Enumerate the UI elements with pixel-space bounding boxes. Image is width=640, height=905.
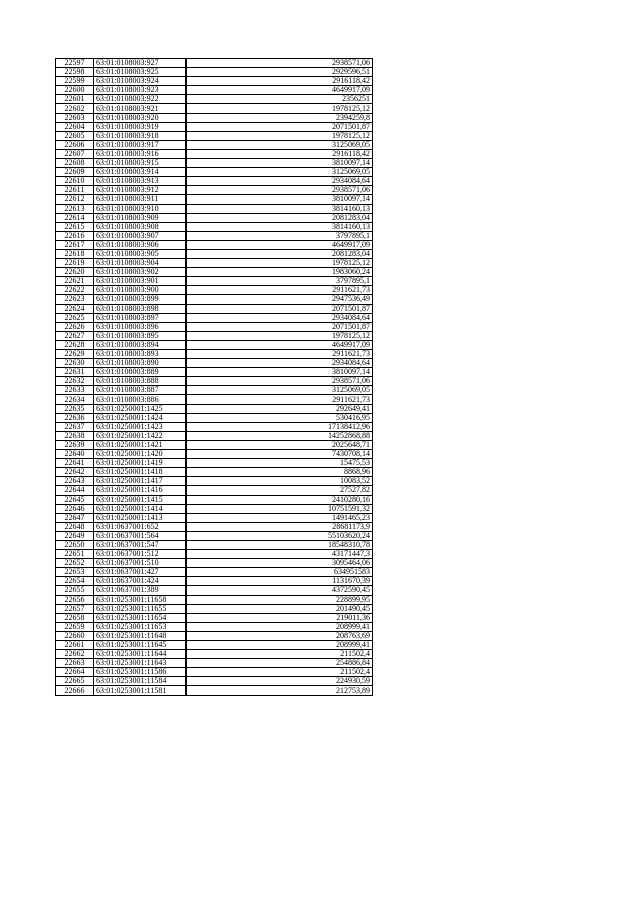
table-row (56, 477, 373, 486)
table-row (56, 322, 373, 331)
table-row (56, 468, 373, 477)
cadastral-number-cell: 63:01:0108003:896 (94, 322, 187, 331)
table-row (56, 131, 373, 140)
cadastral-value-cell: 201490,45 (186, 604, 373, 613)
table-row (56, 204, 373, 213)
cadastral-number-cell: 63:01:0108003:907 (94, 231, 187, 240)
cadastral-number-cell: 63:01:0637001:424 (94, 577, 187, 586)
cadastral-value-cell: 1978125,12 (186, 259, 373, 268)
cadastral-value-cell: 8868,96 (186, 468, 373, 477)
cadastral-number-cell: 63:01:0253001:11581 (94, 686, 187, 695)
cadastral-number-cell: 63:01:0108003:913 (94, 177, 187, 186)
row-number-cell: 22623 (56, 295, 94, 304)
cadastral-number-cell: 63:01:0253001:11643 (94, 659, 187, 668)
cadastral-value-cell: 2934084,64 (186, 313, 373, 322)
cadastral-value-cell: 14252868,88 (186, 431, 373, 440)
table-row (56, 86, 373, 95)
cadastral-value-table (55, 58, 373, 696)
cadastral-value-cell: 2934084,64 (186, 177, 373, 186)
cadastral-number-cell: 63:01:0253001:11653 (94, 622, 187, 631)
row-number-cell: 22613 (56, 204, 94, 213)
cadastral-number-cell: 63:01:0253001:11654 (94, 613, 187, 622)
table-row (56, 222, 373, 231)
row-number-cell: 22598 (56, 68, 94, 77)
cadastral-value-cell: 530416,95 (186, 413, 373, 422)
table-row (56, 413, 373, 422)
cadastral-number-cell: 63:01:0253001:11658 (94, 595, 187, 604)
table-row (56, 149, 373, 158)
row-number-cell: 22612 (56, 195, 94, 204)
cadastral-number-cell: 63:01:0250001:1416 (94, 486, 187, 495)
cadastral-number-cell: 63:01:0253001:11645 (94, 641, 187, 650)
table-row (56, 59, 373, 68)
cadastral-value-cell: 2938571,06 (186, 377, 373, 386)
row-number-cell: 22614 (56, 213, 94, 222)
cadastral-number-cell: 63:01:0108003:894 (94, 340, 187, 349)
cadastral-value-cell: 3810097,14 (186, 159, 373, 168)
row-number-cell: 22635 (56, 404, 94, 413)
row-number-cell: 22653 (56, 568, 94, 577)
cadastral-value-cell: 292649,41 (186, 404, 373, 413)
table-row (56, 577, 373, 586)
row-number-cell: 22618 (56, 249, 94, 258)
cadastral-value-cell: 1978125,12 (186, 104, 373, 113)
cadastral-number-cell: 63:01:0108003:927 (94, 59, 187, 68)
table-row (56, 195, 373, 204)
cadastral-value-cell: 27527,82 (186, 486, 373, 495)
cadastral-number-cell: 63:01:0250001:1424 (94, 413, 187, 422)
cadastral-number-cell: 63:01:0637001:652 (94, 522, 187, 531)
cadastral-number-cell: 63:01:0250001:1415 (94, 495, 187, 504)
cadastral-value-cell: 2938571,06 (186, 59, 373, 68)
cadastral-value-cell: 3125069,05 (186, 168, 373, 177)
cadastral-number-cell: 63:01:0250001:1425 (94, 404, 187, 413)
table-row (56, 304, 373, 313)
table-row (56, 168, 373, 177)
row-number-cell: 22642 (56, 468, 94, 477)
cadastral-number-cell: 63:01:0108003:901 (94, 277, 187, 286)
table-row (56, 504, 373, 513)
cadastral-number-cell: 63:01:0250001:1418 (94, 468, 187, 477)
table-row (56, 522, 373, 531)
table-row (56, 268, 373, 277)
cadastral-number-cell: 63:01:0108003:921 (94, 104, 187, 113)
cadastral-value-cell: 4649917,09 (186, 240, 373, 249)
table-row (56, 295, 373, 304)
cadastral-number-cell: 63:01:0108003:905 (94, 249, 187, 258)
table-row (56, 404, 373, 413)
row-number-cell: 22634 (56, 395, 94, 404)
cadastral-value-cell: 10751591,32 (186, 504, 373, 513)
cadastral-number-cell: 63:01:0250001:1414 (94, 504, 187, 513)
cadastral-value-cell: 2071501,87 (186, 322, 373, 331)
row-number-cell: 22607 (56, 149, 94, 158)
table-row (56, 568, 373, 577)
cadastral-value-cell: 208763,69 (186, 631, 373, 640)
row-number-cell: 22606 (56, 140, 94, 149)
table-row (56, 277, 373, 286)
row-number-cell: 22630 (56, 359, 94, 368)
cadastral-number-cell: 63:01:0108003:889 (94, 368, 187, 377)
cadastral-value-cell: 2071501,87 (186, 304, 373, 313)
table-row (56, 350, 373, 359)
row-number-cell: 22659 (56, 622, 94, 631)
row-number-cell: 22597 (56, 59, 94, 68)
table-row (56, 104, 373, 113)
cadastral-value-cell: 2911621,73 (186, 350, 373, 359)
cadastral-number-cell: 63:01:0108003:922 (94, 95, 187, 104)
cadastral-number-cell: 63:01:0253001:11584 (94, 677, 187, 686)
cadastral-number-cell: 63:01:0253001:11655 (94, 604, 187, 613)
cadastral-number-cell: 63:01:0108003:897 (94, 313, 187, 322)
cadastral-number-cell: 63:01:0108003:893 (94, 350, 187, 359)
cadastral-number-cell: 63:01:0253001:11644 (94, 650, 187, 659)
cadastral-value-cell: 2938571,06 (186, 186, 373, 195)
cadastral-value-cell: 3797895,1 (186, 231, 373, 240)
table-row (56, 531, 373, 540)
cadastral-value-cell: 254886,84 (186, 659, 373, 668)
row-number-cell: 22638 (56, 431, 94, 440)
row-number-cell: 22628 (56, 340, 94, 349)
cadastral-value-cell: 208999,41 (186, 622, 373, 631)
row-number-cell: 22639 (56, 440, 94, 449)
row-number-cell: 22605 (56, 131, 94, 140)
cadastral-value-cell: 212753,89 (186, 686, 373, 695)
cadastral-value-cell: 2911621,73 (186, 395, 373, 404)
row-number-cell: 22608 (56, 159, 94, 168)
table-row (56, 259, 373, 268)
cadastral-value-cell: 634951583 (186, 568, 373, 577)
cadastral-value-cell: 3095464,06 (186, 559, 373, 568)
row-number-cell: 22640 (56, 450, 94, 459)
cadastral-value-cell: 3810097,14 (186, 368, 373, 377)
row-number-cell: 22637 (56, 422, 94, 431)
row-number-cell: 22662 (56, 650, 94, 659)
row-number-cell: 22626 (56, 322, 94, 331)
row-number-cell: 22625 (56, 313, 94, 322)
cadastral-number-cell: 63:01:0108003:887 (94, 386, 187, 395)
table-row (56, 613, 373, 622)
cadastral-number-cell: 63:01:0637001:510 (94, 559, 187, 568)
row-number-cell: 22650 (56, 540, 94, 549)
cadastral-value-cell: 43171447,3 (186, 550, 373, 559)
row-number-cell: 22610 (56, 177, 94, 186)
table-row (56, 459, 373, 468)
cadastral-value-cell: 10083,52 (186, 477, 373, 486)
table-row (56, 177, 373, 186)
row-number-cell: 22666 (56, 686, 94, 695)
cadastral-number-cell: 63:01:0108003:886 (94, 395, 187, 404)
cadastral-value-cell: 3125069,05 (186, 386, 373, 395)
table-row (56, 450, 373, 459)
table-row (56, 231, 373, 240)
cadastral-value-cell: 2025648,71 (186, 440, 373, 449)
cadastral-number-cell: 63:01:0108003:906 (94, 240, 187, 249)
table-row (56, 368, 373, 377)
table-row (56, 668, 373, 677)
row-number-cell: 22648 (56, 522, 94, 531)
table-row (56, 140, 373, 149)
table-row (56, 95, 373, 104)
cadastral-value-cell: 2071501,87 (186, 122, 373, 131)
cadastral-value-cell: 211502,4 (186, 668, 373, 677)
table-row (56, 586, 373, 595)
cadastral-number-cell: 63:01:0108003:902 (94, 268, 187, 277)
row-number-cell: 22617 (56, 240, 94, 249)
cadastral-number-cell: 63:01:0637001:389 (94, 586, 187, 595)
table-body (56, 59, 373, 696)
row-number-cell: 22658 (56, 613, 94, 622)
cadastral-number-cell: 63:01:0108003:920 (94, 113, 187, 122)
cadastral-number-cell: 63:01:0108003:914 (94, 168, 187, 177)
row-number-cell: 22604 (56, 122, 94, 131)
row-number-cell: 22664 (56, 668, 94, 677)
row-number-cell: 22652 (56, 559, 94, 568)
row-number-cell: 22601 (56, 95, 94, 104)
cadastral-number-cell: 63:01:0108003:916 (94, 149, 187, 158)
cadastral-number-cell: 63:01:0250001:1417 (94, 477, 187, 486)
table-row (56, 513, 373, 522)
row-number-cell: 22620 (56, 268, 94, 277)
table-row (56, 686, 373, 695)
row-number-cell: 22663 (56, 659, 94, 668)
row-number-cell: 22600 (56, 86, 94, 95)
table-row (56, 650, 373, 659)
cadastral-value-cell: 208999,41 (186, 641, 373, 650)
cadastral-number-cell: 63:01:0637001:512 (94, 550, 187, 559)
row-number-cell: 22660 (56, 631, 94, 640)
row-number-cell: 22641 (56, 459, 94, 468)
cadastral-number-cell: 63:01:0108003:912 (94, 186, 187, 195)
table-row (56, 559, 373, 568)
cadastral-value-cell: 2081283,04 (186, 249, 373, 258)
row-number-cell: 22603 (56, 113, 94, 122)
cadastral-value-cell: 2916118,42 (186, 149, 373, 158)
row-number-cell: 22632 (56, 377, 94, 386)
table-row (56, 340, 373, 349)
table-row (56, 377, 373, 386)
row-number-cell: 22611 (56, 186, 94, 195)
cadastral-number-cell: 63:01:0108003:888 (94, 377, 187, 386)
table-row (56, 540, 373, 549)
cadastral-number-cell: 63:01:0250001:1413 (94, 513, 187, 522)
row-number-cell: 22629 (56, 350, 94, 359)
table-row (56, 122, 373, 131)
table-row (56, 240, 373, 249)
table-row (56, 386, 373, 395)
cadastral-value-cell: 1491465,23 (186, 513, 373, 522)
table-row (56, 440, 373, 449)
cadastral-number-cell: 63:01:0108003:911 (94, 195, 187, 204)
row-number-cell: 22621 (56, 277, 94, 286)
cadastral-value-cell: 2410280,16 (186, 495, 373, 504)
table-row (56, 422, 373, 431)
row-number-cell: 22643 (56, 477, 94, 486)
table-row (56, 186, 373, 195)
cadastral-number-cell: 63:01:0108003:909 (94, 213, 187, 222)
cadastral-value-cell: 219011,36 (186, 613, 373, 622)
cadastral-number-cell: 63:01:0108003:910 (94, 204, 187, 213)
cadastral-number-cell: 63:01:0250001:1421 (94, 440, 187, 449)
cadastral-number-cell: 63:01:0108003:890 (94, 359, 187, 368)
cadastral-number-cell: 63:01:0250001:1419 (94, 459, 187, 468)
cadastral-value-cell: 2934084,64 (186, 359, 373, 368)
row-number-cell: 22656 (56, 595, 94, 604)
row-number-cell: 22631 (56, 368, 94, 377)
cadastral-value-cell: 7430708,14 (186, 450, 373, 459)
table-row (56, 395, 373, 404)
cadastral-number-cell: 63:01:0108003:925 (94, 68, 187, 77)
cadastral-value-cell: 2929596,51 (186, 68, 373, 77)
cadastral-value-cell: 1983060,24 (186, 268, 373, 277)
cadastral-number-cell: 63:01:0108003:908 (94, 222, 187, 231)
cadastral-number-cell: 63:01:0108003:915 (94, 159, 187, 168)
cadastral-number-cell: 63:01:0250001:1422 (94, 431, 187, 440)
table-row (56, 595, 373, 604)
cadastral-number-cell: 63:01:0250001:1420 (94, 450, 187, 459)
cadastral-value-cell: 17138412,96 (186, 422, 373, 431)
table-row (56, 286, 373, 295)
table-row (56, 249, 373, 258)
cadastral-number-cell: 63:01:0108003:924 (94, 77, 187, 86)
row-number-cell: 22636 (56, 413, 94, 422)
table-row (56, 159, 373, 168)
cadastral-value-cell: 2911621,73 (186, 286, 373, 295)
cadastral-value-cell: 228899,95 (186, 595, 373, 604)
cadastral-value-cell: 3797895,1 (186, 277, 373, 286)
cadastral-value-cell: 224930,59 (186, 677, 373, 686)
cadastral-number-cell: 63:01:0108003:918 (94, 131, 187, 140)
cadastral-value-cell: 4372590,45 (186, 586, 373, 595)
table-row (56, 68, 373, 77)
table-row (56, 604, 373, 613)
cadastral-number-cell: 63:01:0637001:564 (94, 531, 187, 540)
cadastral-value-cell: 18548310,78 (186, 540, 373, 549)
cadastral-value-cell: 211502,4 (186, 650, 373, 659)
table-row (56, 359, 373, 368)
cadastral-value-cell: 2356251 (186, 95, 373, 104)
cadastral-number-cell: 63:01:0250001:1423 (94, 422, 187, 431)
table-row (56, 495, 373, 504)
row-number-cell: 22602 (56, 104, 94, 113)
row-number-cell: 22644 (56, 486, 94, 495)
row-number-cell: 22616 (56, 231, 94, 240)
row-number-cell: 22622 (56, 286, 94, 295)
cadastral-number-cell: 63:01:0108003:923 (94, 86, 187, 95)
cadastral-number-cell: 63:01:0108003:899 (94, 295, 187, 304)
row-number-cell: 22646 (56, 504, 94, 513)
table-row (56, 622, 373, 631)
row-number-cell: 22647 (56, 513, 94, 522)
table-row (56, 113, 373, 122)
table-row (56, 77, 373, 86)
cadastral-number-cell: 63:01:0637001:427 (94, 568, 187, 577)
table-row (56, 431, 373, 440)
cadastral-number-cell: 63:01:0108003:904 (94, 259, 187, 268)
cadastral-number-cell: 63:01:0108003:919 (94, 122, 187, 131)
cadastral-number-cell: 63:01:0253001:11586 (94, 668, 187, 677)
table-row (56, 486, 373, 495)
cadastral-value-cell: 3814160,13 (186, 204, 373, 213)
cadastral-value-cell: 3810097,14 (186, 195, 373, 204)
table-row (56, 550, 373, 559)
cadastral-number-cell: 63:01:0108003:900 (94, 286, 187, 295)
table-row (56, 631, 373, 640)
row-number-cell: 22615 (56, 222, 94, 231)
cadastral-value-cell: 2394259,8 (186, 113, 373, 122)
table-row (56, 677, 373, 686)
cadastral-number-cell: 63:01:0637001:547 (94, 540, 187, 549)
row-number-cell: 22654 (56, 577, 94, 586)
cadastral-number-cell: 63:01:0108003:917 (94, 140, 187, 149)
cadastral-value-cell: 2916118,42 (186, 77, 373, 86)
row-number-cell: 22665 (56, 677, 94, 686)
row-number-cell: 22649 (56, 531, 94, 540)
row-number-cell: 22619 (56, 259, 94, 268)
row-number-cell: 22609 (56, 168, 94, 177)
cadastral-value-cell: 3125069,05 (186, 140, 373, 149)
row-number-cell: 22627 (56, 331, 94, 340)
cadastral-number-cell: 63:01:0108003:898 (94, 304, 187, 313)
cadastral-number-cell: 63:01:0108003:895 (94, 331, 187, 340)
table-row (56, 331, 373, 340)
cadastral-value-cell: 1978125,12 (186, 331, 373, 340)
cadastral-value-cell: 2947536,49 (186, 295, 373, 304)
cadastral-value-cell: 55103620,24 (186, 531, 373, 540)
row-number-cell: 22633 (56, 386, 94, 395)
cadastral-number-cell: 63:01:0253001:11648 (94, 631, 187, 640)
table-row (56, 659, 373, 668)
row-number-cell: 22624 (56, 304, 94, 313)
cadastral-value-cell: 2081283,04 (186, 213, 373, 222)
row-number-cell: 22661 (56, 641, 94, 650)
table-row (56, 641, 373, 650)
cadastral-value-cell: 1978125,12 (186, 131, 373, 140)
cadastral-value-cell: 15475,53 (186, 459, 373, 468)
row-number-cell: 22645 (56, 495, 94, 504)
table-row (56, 213, 373, 222)
row-number-cell: 22651 (56, 550, 94, 559)
table-row (56, 313, 373, 322)
cadastral-value-cell: 1131670,39 (186, 577, 373, 586)
row-number-cell: 22599 (56, 77, 94, 86)
cadastral-value-cell: 3814160,13 (186, 222, 373, 231)
row-number-cell: 22655 (56, 586, 94, 595)
cadastral-value-cell: 4649917,09 (186, 340, 373, 349)
cadastral-value-cell: 4649917,09 (186, 86, 373, 95)
cadastral-value-cell: 28681173,9 (186, 522, 373, 531)
row-number-cell: 22657 (56, 604, 94, 613)
